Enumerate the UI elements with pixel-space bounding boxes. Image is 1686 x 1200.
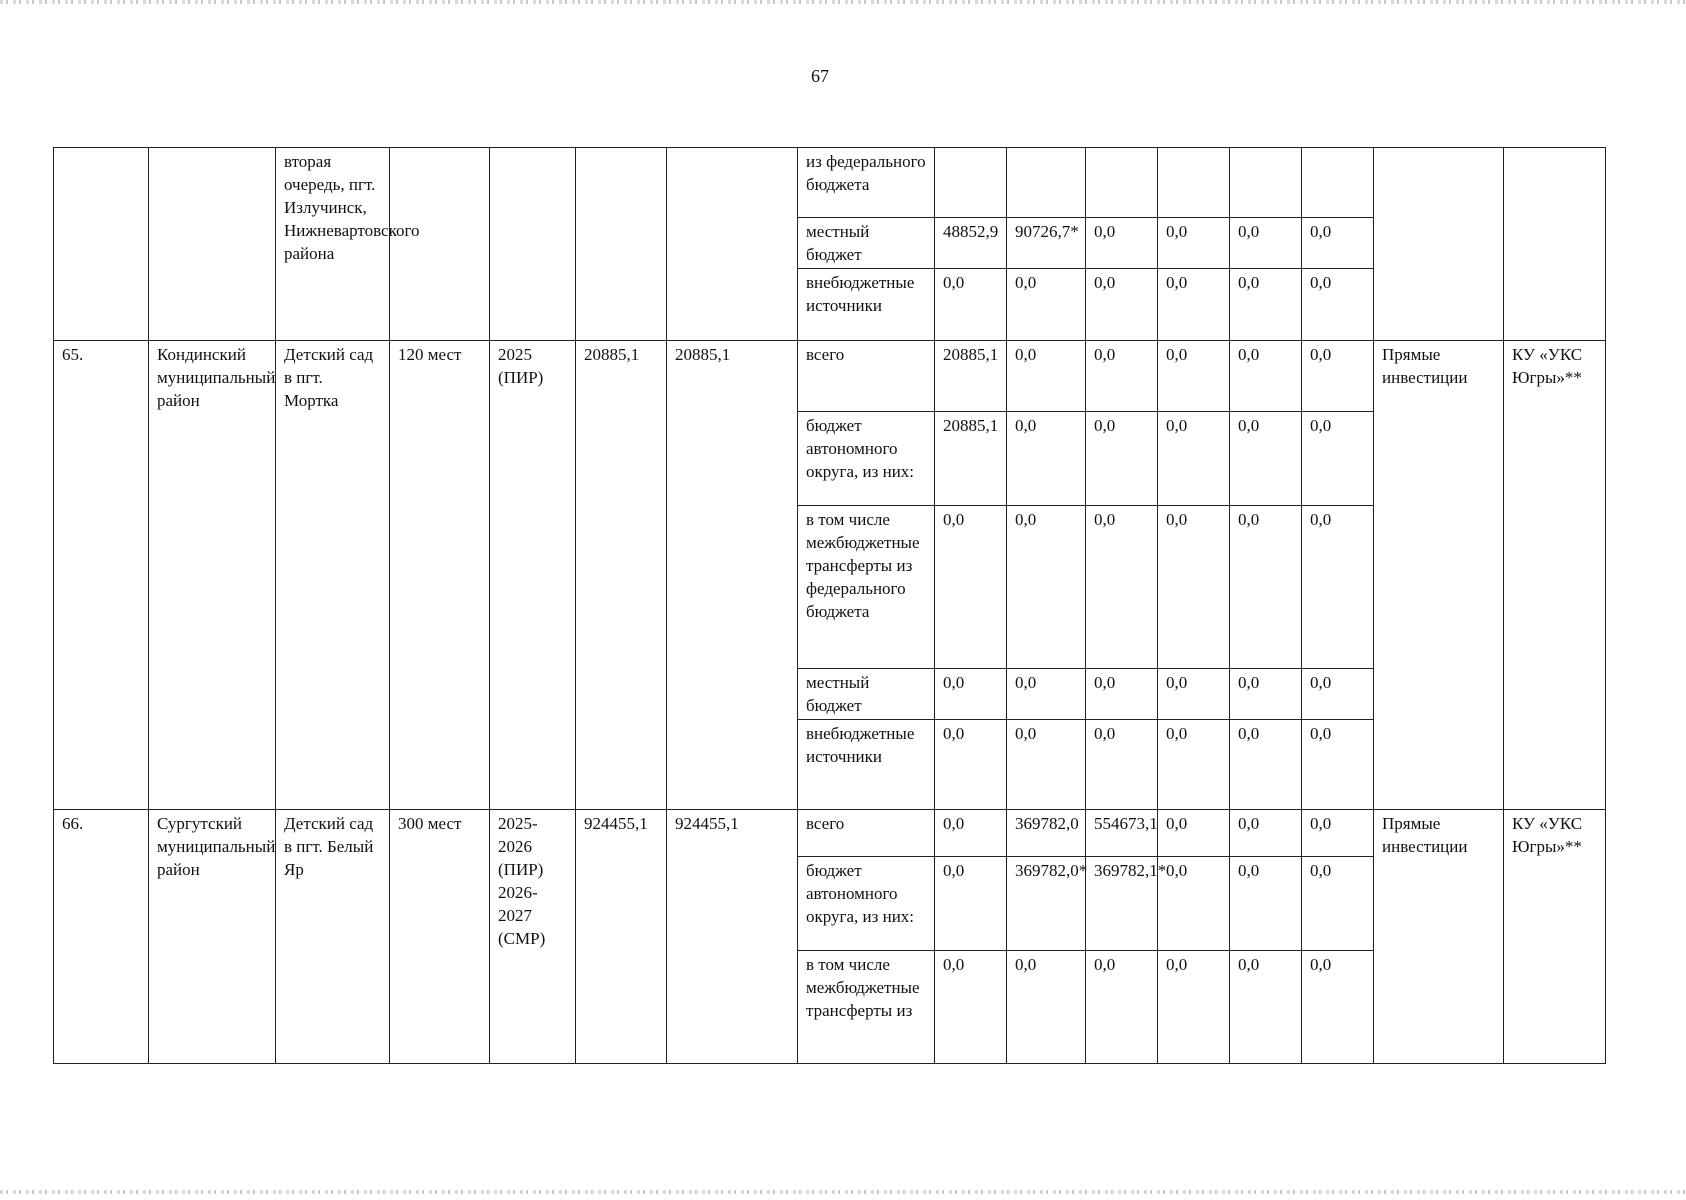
- cell-customer: КУ «УКС Югры»**: [1504, 810, 1606, 1064]
- cell-value: 0,0: [1158, 951, 1230, 1064]
- cell-value: 0,0: [1086, 218, 1158, 269]
- cell-value: 0,0: [1007, 506, 1086, 669]
- cell-value: 0,0: [1158, 218, 1230, 269]
- cell-source-label: в том числе межбюджетные трансферты из: [798, 951, 935, 1064]
- cell-value: 0,0: [1230, 857, 1302, 951]
- cell-value: 0,0: [1230, 810, 1302, 857]
- cell-source-label: бюджет автономного округа, из них:: [798, 857, 935, 951]
- cell-value: 0,0: [1158, 341, 1230, 412]
- cell-source-label: всего: [798, 810, 935, 857]
- cell-value: [1086, 148, 1158, 218]
- cell-period: [490, 148, 576, 341]
- cell-source-label: в том числе межбюджетные трансферты из федерального бюджета: [798, 506, 935, 669]
- cell-period: 2025 (ПИР): [490, 341, 576, 810]
- cell-cost: 20885,1: [576, 341, 667, 810]
- page-number: 67: [811, 66, 829, 86]
- cell-value: 0,0: [935, 506, 1007, 669]
- cell-value: 0,0: [1158, 412, 1230, 506]
- cell-value: 369782,1*: [1086, 857, 1158, 951]
- cell-value: 0,0: [1302, 810, 1374, 857]
- cell-value: 0,0: [1158, 720, 1230, 810]
- cell-value: 0,0: [1007, 341, 1086, 412]
- cell-value: 0,0: [1302, 341, 1374, 412]
- cell-value: 0,0: [1230, 269, 1302, 341]
- cell-value: 0,0: [1230, 669, 1302, 720]
- cell-object-name: Детский сад в пгт. Мортка: [276, 341, 390, 810]
- cell-object-name: вторая очередь, пгт. Излучинск, Нижневартовского района: [276, 148, 390, 341]
- cell-remaining: [667, 148, 798, 341]
- cell-value: 0,0: [1230, 951, 1302, 1064]
- cell-mechanism: [1374, 148, 1504, 341]
- cell-value: 0,0: [935, 269, 1007, 341]
- cell-capacity: [390, 148, 490, 341]
- cell-source-label: из федерального бюджета: [798, 148, 935, 218]
- cell-value: [1230, 148, 1302, 218]
- cell-value: 0,0: [1007, 669, 1086, 720]
- cell-value: 0,0: [935, 857, 1007, 951]
- cell-num: [54, 148, 149, 341]
- cell-value: [1302, 148, 1374, 218]
- table-row: [54, 148, 1606, 218]
- cell-value: 554673,1: [1086, 810, 1158, 857]
- cell-customer: КУ «УКС Югры»**: [1504, 341, 1606, 810]
- cell-value: 0,0: [1158, 810, 1230, 857]
- cell-value: 0,0: [1158, 669, 1230, 720]
- table-row: [54, 341, 1606, 412]
- cell-value: 0,0: [1086, 412, 1158, 506]
- cell-value: 0,0: [1302, 269, 1374, 341]
- cell-value: 0,0: [1007, 269, 1086, 341]
- cell-value: 0,0: [1086, 506, 1158, 669]
- investment-table: [53, 147, 1606, 1064]
- cell-value: 369782,0*: [1007, 857, 1086, 951]
- cell-period: 2025-2026 (ПИР) 2026-2027 (СМР): [490, 810, 576, 1064]
- cell-value: 0,0: [1230, 720, 1302, 810]
- cell-value: 0,0: [1302, 412, 1374, 506]
- cell-value: 20885,1: [935, 412, 1007, 506]
- cell-customer: [1504, 148, 1606, 341]
- cell-value: 0,0: [1086, 341, 1158, 412]
- cell-value: 20885,1: [935, 341, 1007, 412]
- table-row: [54, 810, 1606, 857]
- cell-value: 0,0: [1302, 669, 1374, 720]
- cell-value: 0,0: [1086, 951, 1158, 1064]
- cell-object-name: Детский сад в пгт. Белый Яр: [276, 810, 390, 1064]
- cell-value: [1158, 148, 1230, 218]
- cell-source-label: бюджет автономного округа, из них:: [798, 412, 935, 506]
- cell-remaining: 20885,1: [667, 341, 798, 810]
- scan-edge-top: [0, 0, 1686, 4]
- cell-source-label: внебюджетные источники: [798, 269, 935, 341]
- cell-value: 0,0: [1302, 720, 1374, 810]
- cell-value: 0,0: [1158, 506, 1230, 669]
- scan-edge-bottom: [0, 1190, 1686, 1194]
- cell-value: 0,0: [1302, 951, 1374, 1064]
- cell-value: 0,0: [1007, 720, 1086, 810]
- cell-value: 0,0: [1302, 506, 1374, 669]
- cell-value: 0,0: [1086, 720, 1158, 810]
- cell-municipality: [149, 148, 276, 341]
- cell-remaining: 924455,1: [667, 810, 798, 1064]
- cell-capacity: 120 мест: [390, 341, 490, 810]
- cell-value: 0,0: [1230, 218, 1302, 269]
- cell-municipality: Кондинский муниципальный район: [149, 341, 276, 810]
- cell-value: [1007, 148, 1086, 218]
- cell-mechanism: Прямые инвестиции: [1374, 341, 1504, 810]
- cell-value: 369782,0: [1007, 810, 1086, 857]
- cell-value: 0,0: [1302, 857, 1374, 951]
- cell-value: 48852,9: [935, 218, 1007, 269]
- cell-cost: [576, 148, 667, 341]
- cell-value: 0,0: [935, 669, 1007, 720]
- cell-source-label: местный бюджет: [798, 218, 935, 269]
- cell-source-label: всего: [798, 341, 935, 412]
- cell-value: 0,0: [1158, 857, 1230, 951]
- cell-capacity: 300 мест: [390, 810, 490, 1064]
- cell-value: 0,0: [1086, 669, 1158, 720]
- cell-value: 0,0: [935, 951, 1007, 1064]
- cell-value: 0,0: [1007, 951, 1086, 1064]
- cell-value: 0,0: [1158, 269, 1230, 341]
- cell-value: [935, 148, 1007, 218]
- cell-value: 0,0: [1302, 218, 1374, 269]
- cell-cost: 924455,1: [576, 810, 667, 1064]
- cell-source-label: внебюджетные источники: [798, 720, 935, 810]
- cell-value: 0,0: [1230, 341, 1302, 412]
- cell-municipality: Сургутский муниципальный район: [149, 810, 276, 1064]
- cell-value: 0,0: [935, 720, 1007, 810]
- cell-value: 0,0: [1230, 412, 1302, 506]
- cell-value: 90726,7*: [1007, 218, 1086, 269]
- cell-value: 0,0: [935, 810, 1007, 857]
- cell-num: 66.: [54, 810, 149, 1064]
- cell-source-label: местный бюджет: [798, 669, 935, 720]
- cell-mechanism: Прямые инвестиции: [1374, 810, 1504, 1064]
- cell-value: 0,0: [1007, 412, 1086, 506]
- cell-value: 0,0: [1086, 269, 1158, 341]
- cell-value: 0,0: [1230, 506, 1302, 669]
- cell-num: 65.: [54, 341, 149, 810]
